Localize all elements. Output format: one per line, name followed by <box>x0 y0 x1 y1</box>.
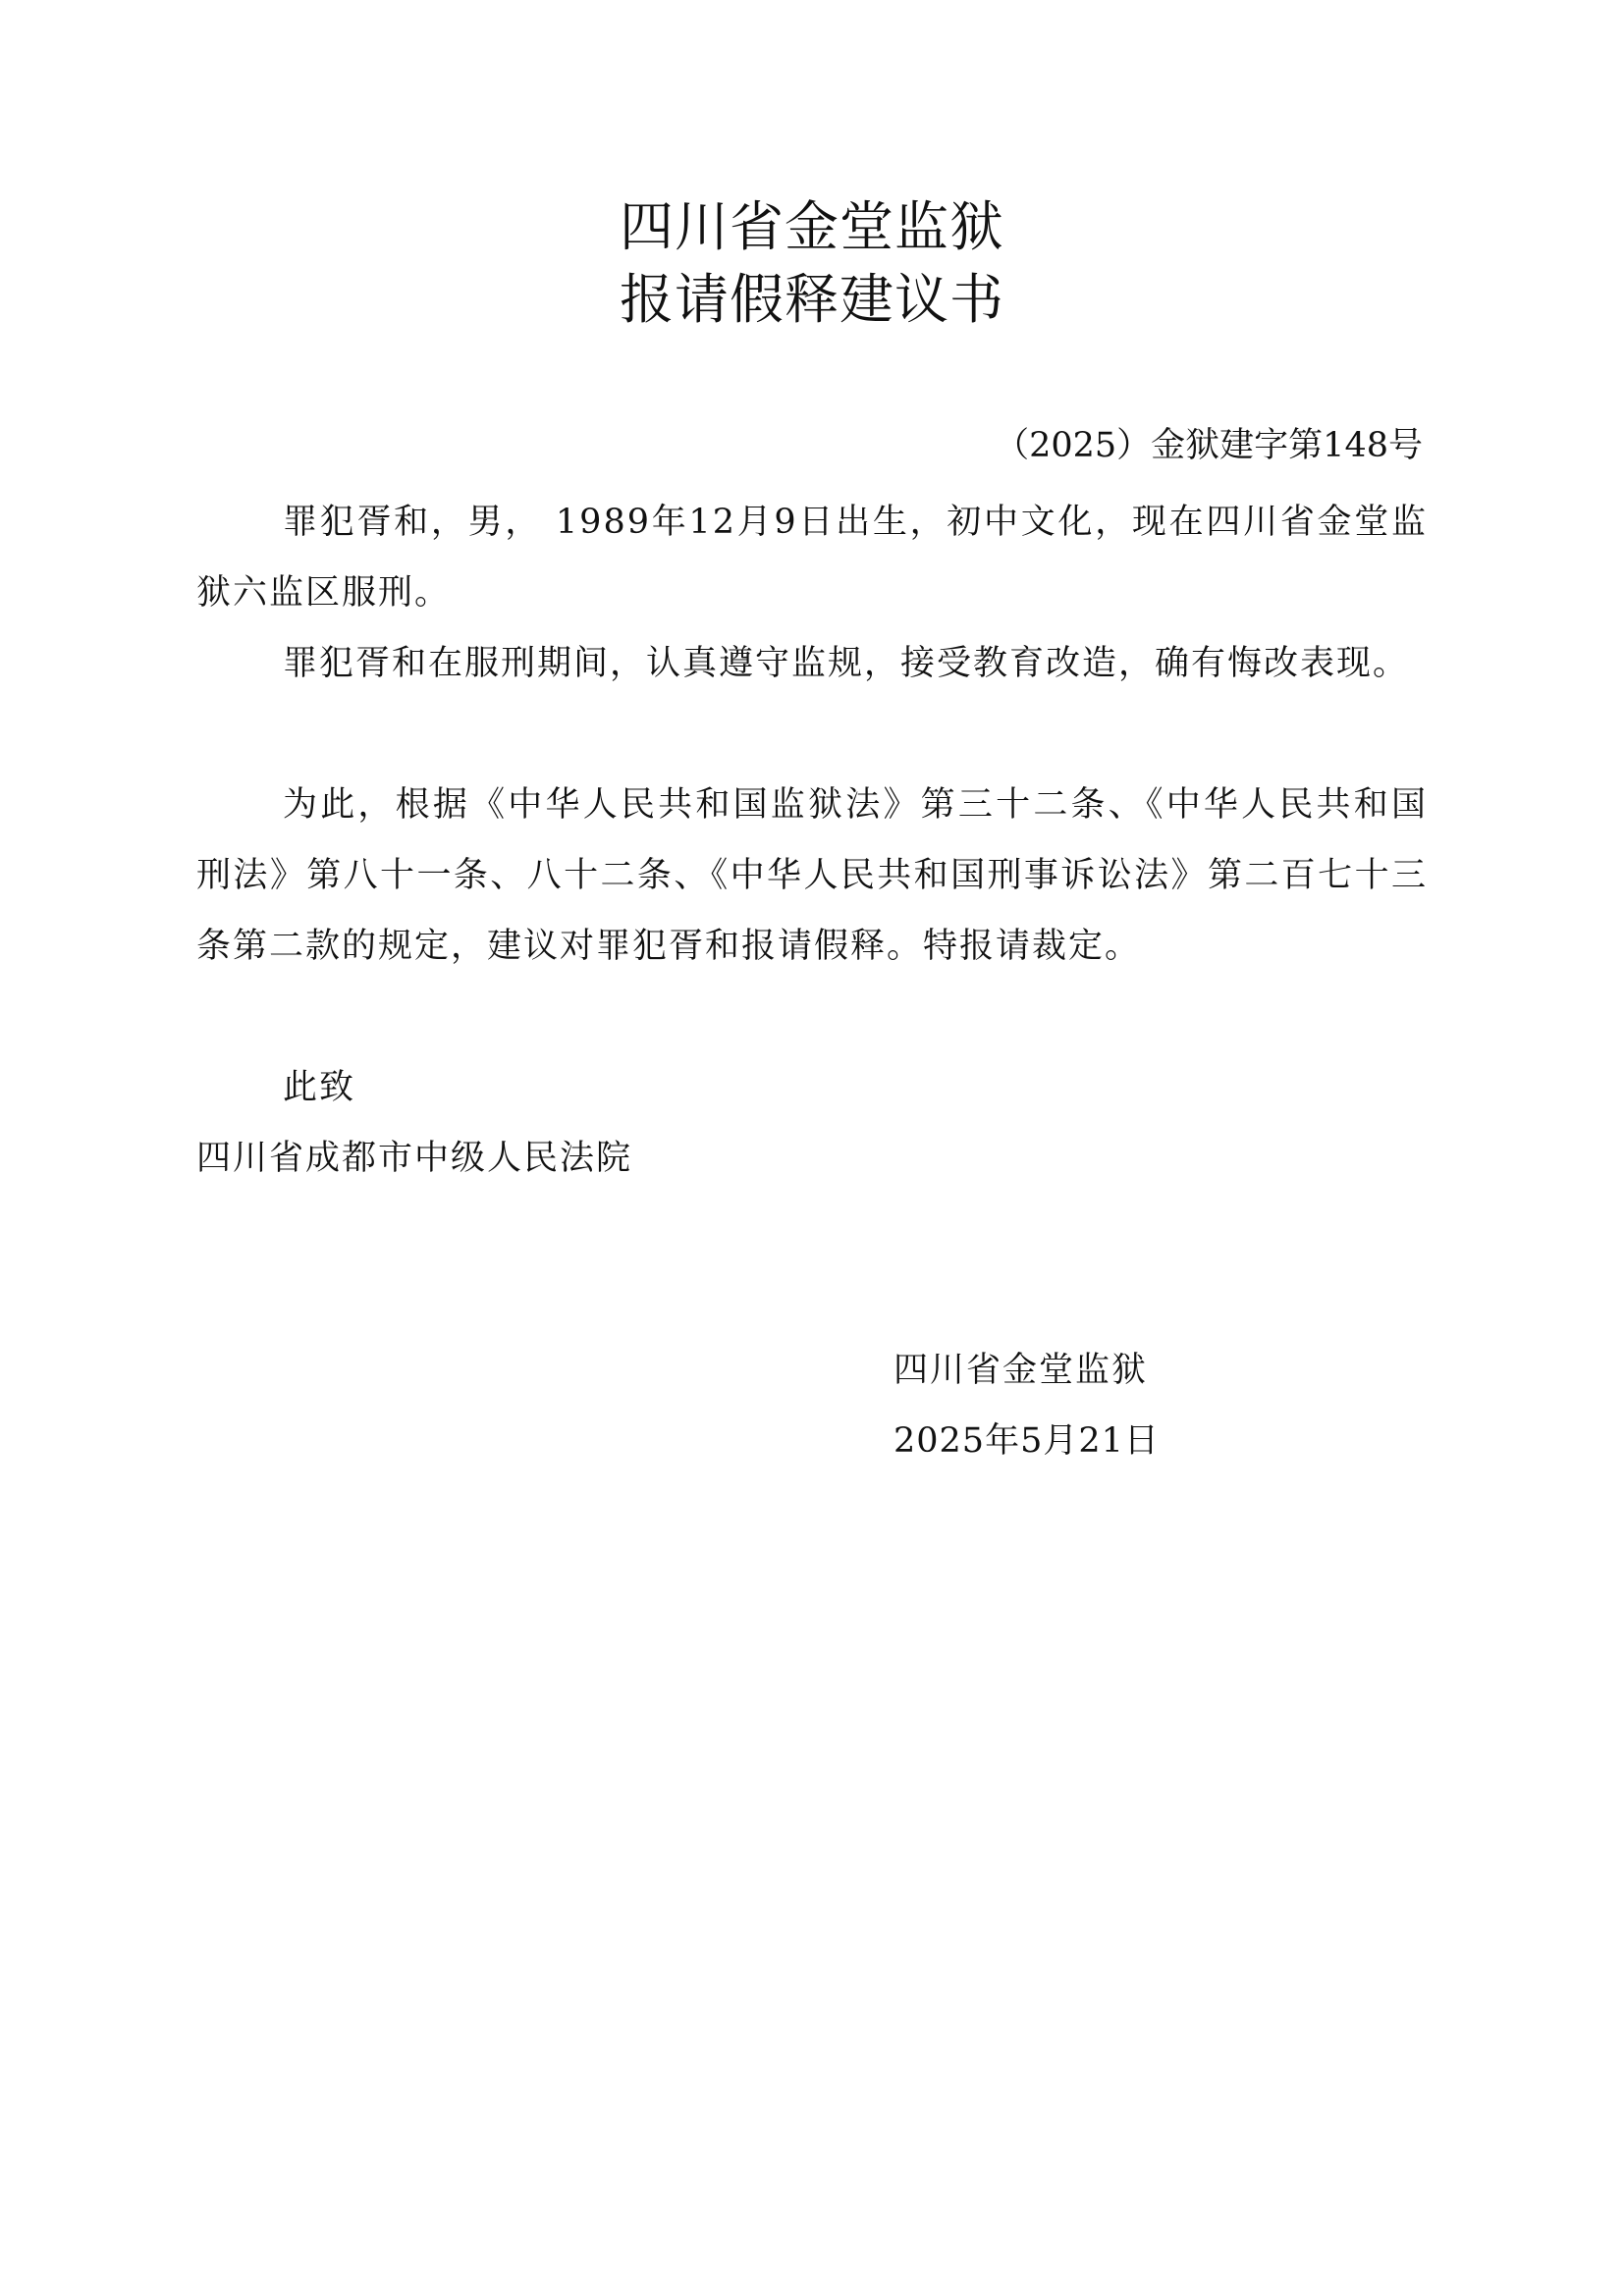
signature-organization: 四川省金堂监狱 <box>893 1351 1149 1390</box>
recipient: 四川省成都市中级人民法院 <box>196 1139 633 1178</box>
document-title-line2: 报请假释建议书 <box>619 268 1004 331</box>
paragraph-inmate-info: 罪犯胥和，男， 1989年12月9日出生，初中文化，现在四川省金堂监狱六监区服刑。 <box>196 503 1428 613</box>
paragraph-conduct: 罪犯胥和在服刑期间，认真遵守监规，接受教育改造，确有悔改表现。 <box>283 644 1410 683</box>
signature-date: 2025年5月21日 <box>893 1421 1160 1461</box>
document-number: （2025）金狱建字第148号 <box>995 426 1423 465</box>
paragraph-legal-basis: 为此，根据《中华人民共和国监狱法》第三十二条、《中华人民共和国刑法》第八十一条、八十二条、《中华人民共和国刑事诉讼法》第二百七十三条第二款的规定，建议对罪犯胥和报请假释。特报请裁定。 <box>196 785 1428 966</box>
greeting: 此致 <box>283 1068 356 1107</box>
document-title-line1: 四川省金堂监狱 <box>619 195 1004 258</box>
